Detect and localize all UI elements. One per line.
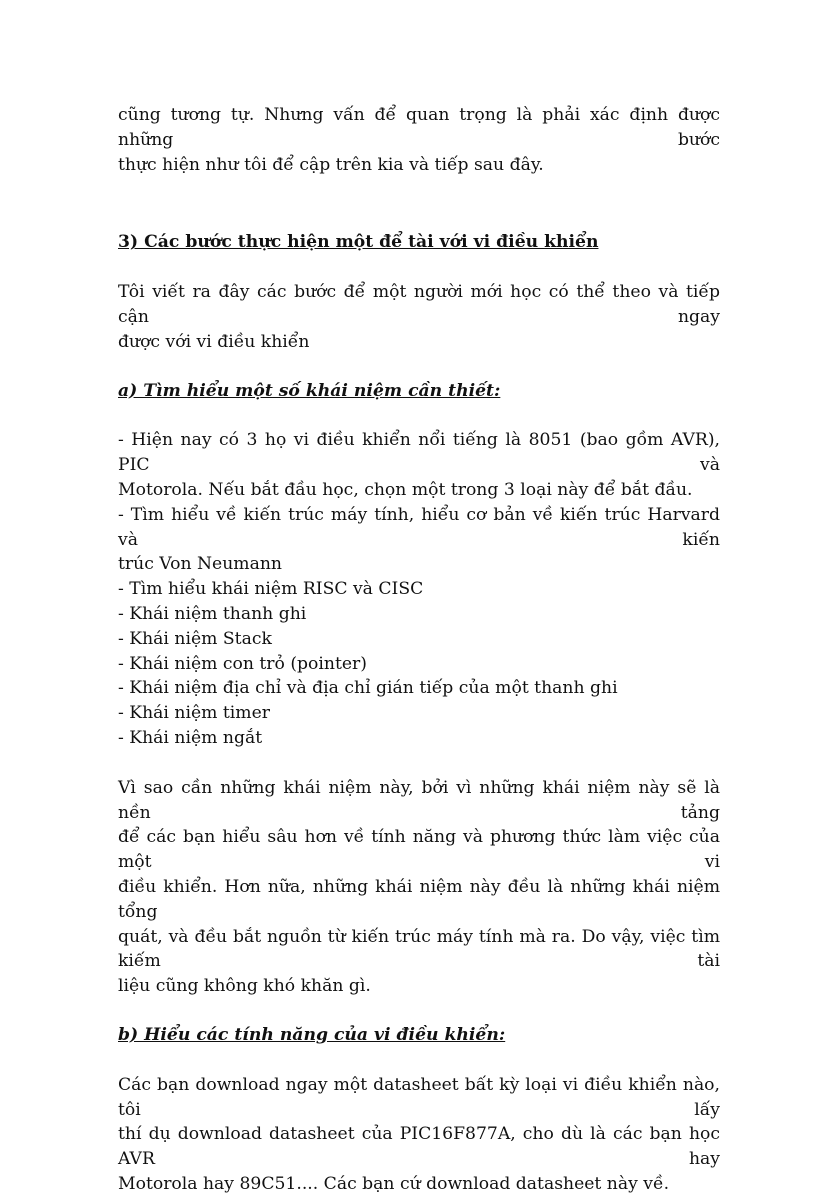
section-3-paragraph (118, 280, 720, 354)
intro-line-1: cũng tương tự. Nhưng vấn để quan trọng là phải xác định được những bước (118, 105, 720, 150)
list-item: - Khái niệm địa chỉ và địa chỉ gián tiếp của một thanh ghi (118, 678, 618, 699)
list-item: - Tìm hiểu về kiến trúc máy tính, hiểu cơ bản về kiến trúc Harvard và kiến trúc Von Neumann (118, 504, 720, 575)
list-item: - Khái niệm thanh ghi (118, 603, 307, 624)
list-item: - Khái niệm con trỏ (pointer) (118, 653, 367, 674)
section-b-heading: b) Hiểu các tính năng của vi điều khiển: (118, 1024, 506, 1045)
section-a-heading: a) Tìm hiểu một số khái niệm cần thiết: (118, 380, 501, 401)
intro-line-2: thực hiện như tôi để cập trên kia và tiếp sau đây. (118, 154, 544, 175)
list-item: - Khái niệm Stack (118, 628, 272, 649)
list-item: - Tìm hiểu khái niệm RISC và CISC (118, 579, 424, 600)
list-item: - Khái niệm ngắt (118, 727, 263, 748)
intro-paragraph (118, 103, 720, 177)
section-3-line-2: được với vi điều khiển (118, 331, 310, 352)
section-b-paragraph: Các bạn download ngay một datasheet bất kỳ loại vi điều khiển nào, tôi lấy thí dụ download datasheet của PIC16F877A, cho dù là các bạn học AVR hay Motorola hay 89C51.... Các bạn cứ download datasheet này về. (118, 1074, 720, 1194)
concepts-explanation-paragraph: Vì sao cần những khái niệm này, bởi vì những khái niệm này sẽ là nền tảng để các bạn hiểu sâu hơn về tính năng và phương thức làm việc của một vi điều khiển. Hơn nữa, những khái niệm này đều là những khái niệm tổng quát, và đều bắt nguồn từ kiến trúc máy tính mà ra. Do vậy, việc tìm kiếm tài liệu cũng không khó khăn gì. (118, 777, 720, 997)
section-3-line-1: Tôi viết ra đây các bước để một người mới học có thể theo và tiếp cận ngay (118, 282, 720, 327)
document-page (118, 100, 720, 1197)
concept-list (118, 428, 720, 750)
list-item: - Khái niệm timer (118, 703, 270, 724)
section-3-heading: 3) Các bước thực hiện một để tài với vi điều khiển (118, 232, 599, 253)
list-item: - Hiện nay có 3 họ vi điều khiển nổi tiếng là 8051 (bao gồm AVR), PIC và Motorola. Nếu bắt đầu học, chọn một trong 3 loại này để bắt đầu. (118, 430, 720, 500)
